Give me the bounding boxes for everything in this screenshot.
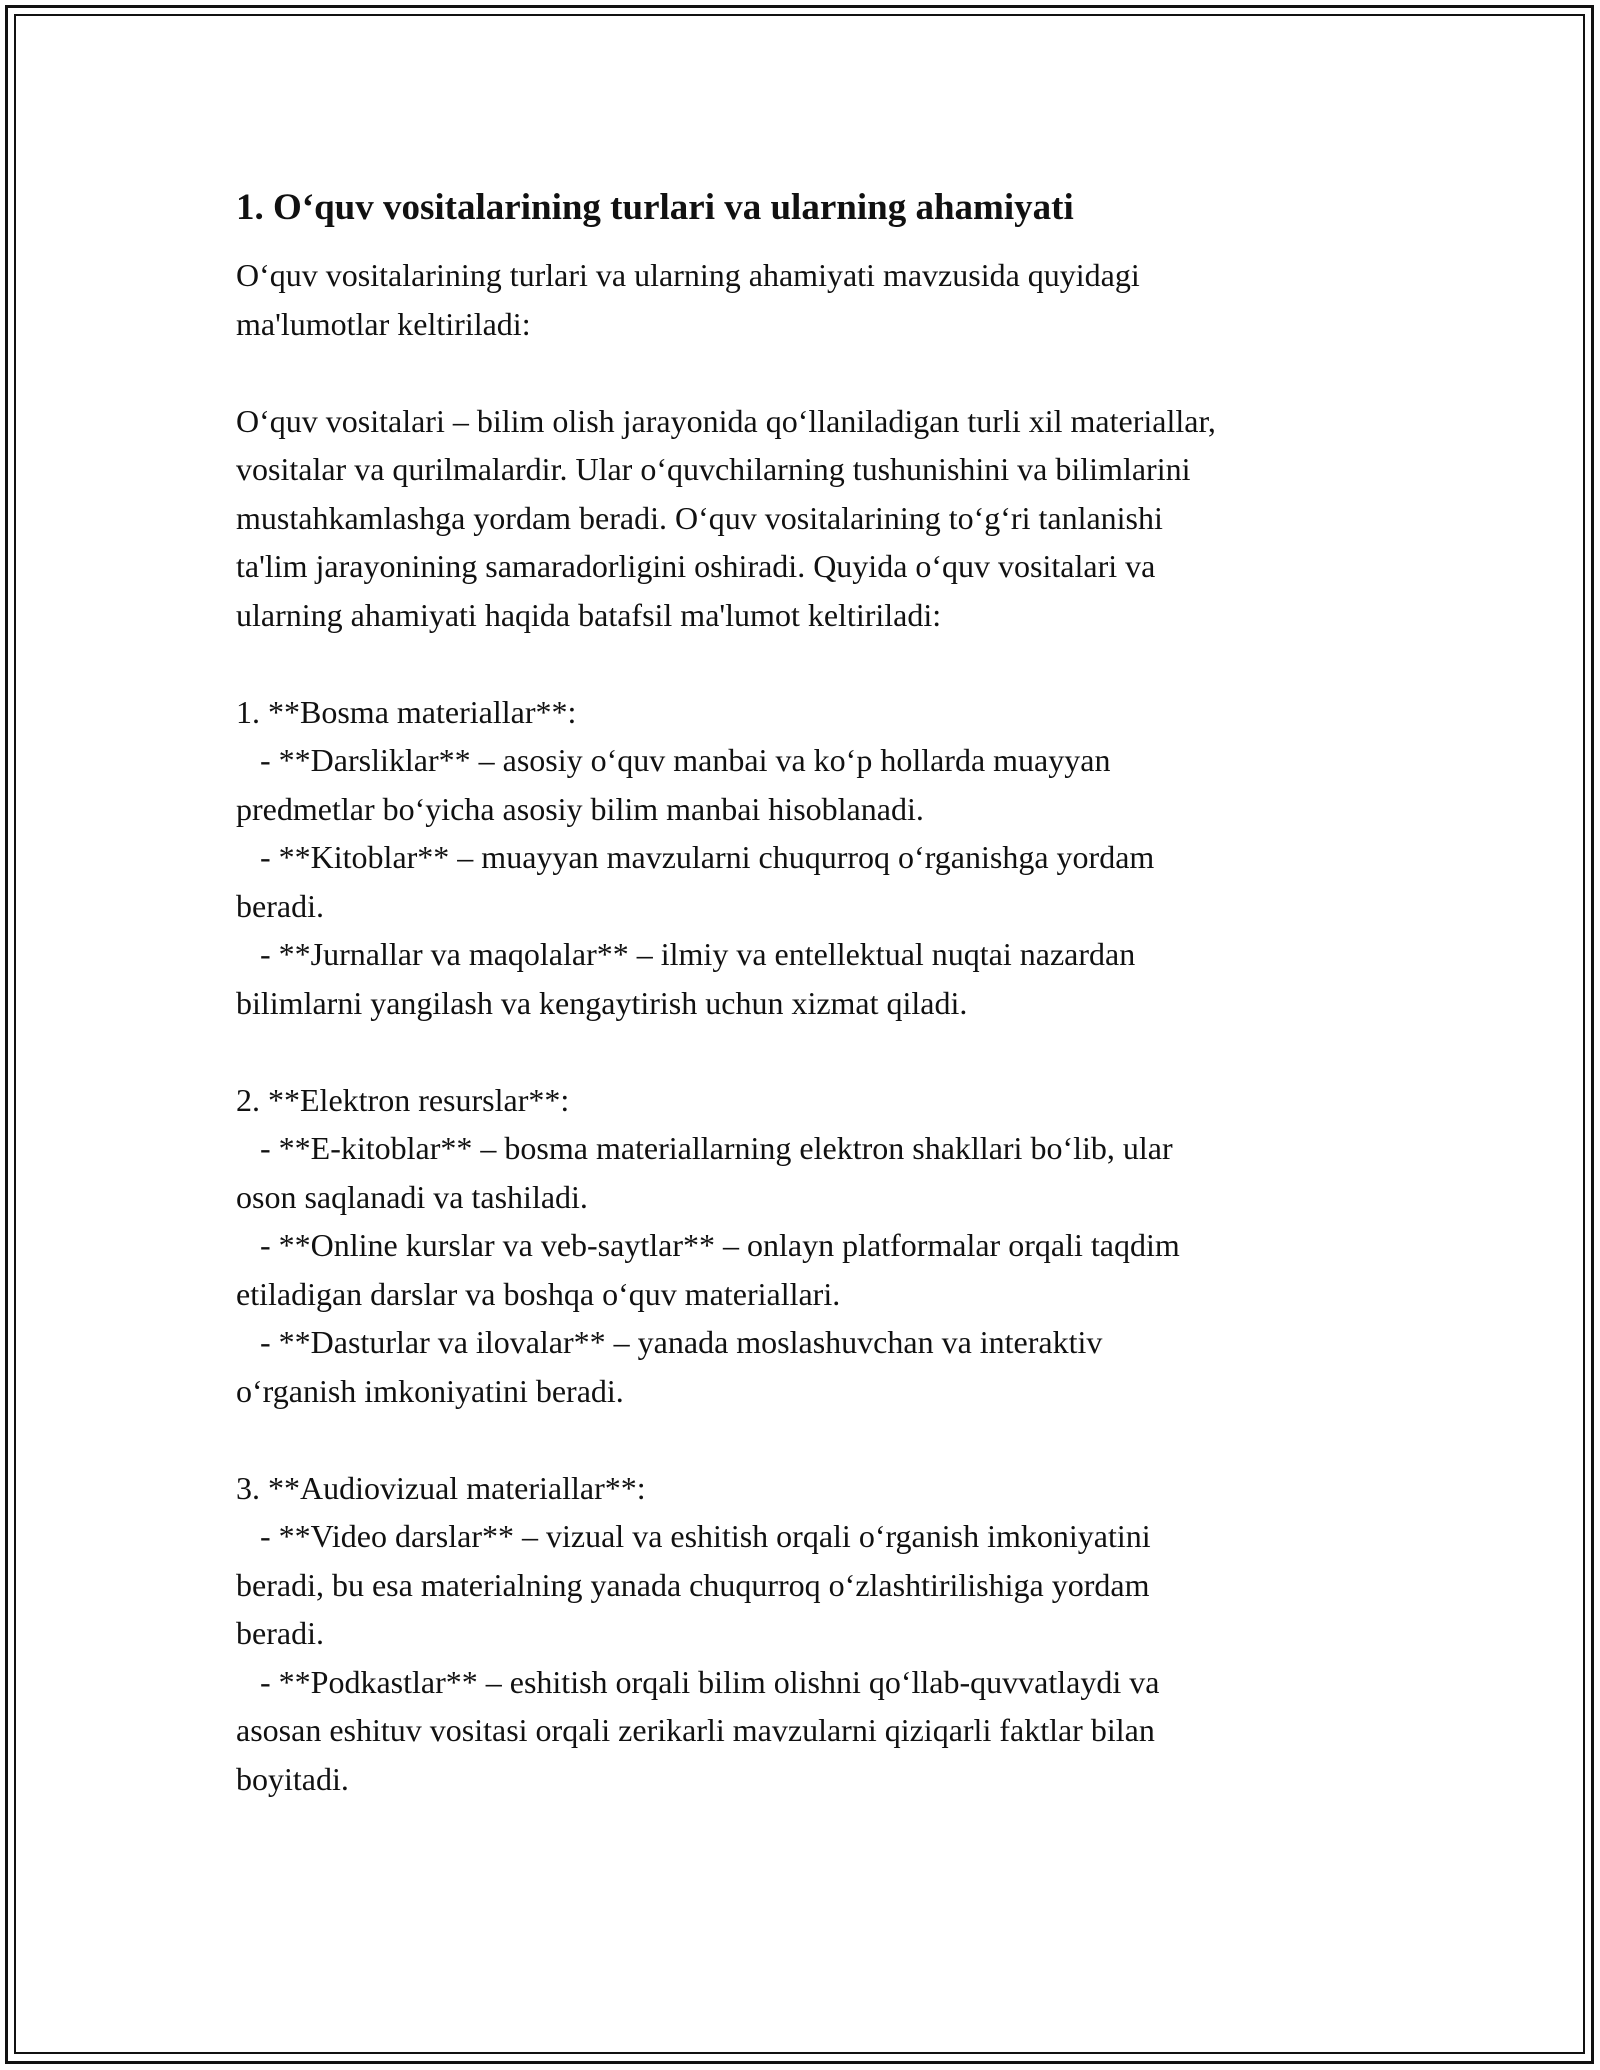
section-bosma-materiallar: [236, 688, 1386, 1028]
section-line: - **Kitoblar** – muayyan mavzularni chuqurroq o‘rganishga yordam: [236, 839, 1155, 875]
section-audiovizual-materiallar: [236, 1464, 1386, 1804]
section-line: boyitadi.: [236, 1760, 349, 1797]
section-line: o‘rganish imkoniyatini beradi.: [236, 1372, 624, 1409]
section-line: beradi.: [236, 887, 324, 924]
section-line: - **Jurnallar va maqolalar** – ilmiy va entellektual nuqtai nazardan: [236, 936, 1136, 972]
section-line: beradi, bu esa materialning yanada chuqurroq o‘zlashtirilishiga yordam: [236, 1566, 1150, 1603]
page-title: 1. O‘quv vositalarining turlari va ularning ahamiyati: [236, 187, 1074, 228]
section-line: oson saqlanadi va tashiladi.: [236, 1178, 588, 1215]
description-paragraph: [236, 397, 1386, 640]
document-body: [236, 185, 1386, 1852]
section-line: - **Video darslar** – vizual va eshitish orqali o‘rganish imkoniyatini: [236, 1518, 1151, 1554]
section-line: etiladigan darslar va boshqa o‘quv materiallari.: [236, 1275, 841, 1312]
section-heading: 1. **Bosma materiallar**:: [236, 693, 577, 730]
paragraph-line: ularning ahamiyati haqida batafsil ma'lumot keltiriladi:: [236, 596, 942, 633]
intro-paragraph: [236, 251, 1386, 348]
intro-line: ma'lumotlar keltiriladi:: [236, 305, 531, 342]
section-line: - **Podkastlar** – eshitish orqali bilim olishni qo‘llab-quvvatlaydi va: [236, 1663, 1160, 1700]
paragraph-line: O‘quv vositalari – bilim olish jarayonida qo‘llaniladigan turli xil materiallar,: [236, 402, 1216, 439]
section-line: - **Dasturlar va ilovalar** – yanada moslashuvchan va interaktiv: [236, 1324, 1103, 1360]
paragraph-line: ta'lim jarayonining samaradorligini oshiradi. Quyida o‘quv vositalari va: [236, 548, 1156, 584]
intro-line: O‘quv vositalarining turlari va ularning ahamiyati mavzusida quyidagi: [236, 257, 1140, 293]
paragraph-line: mustahkamlashga yordam beradi. O‘quv vositalarining to‘g‘ri tanlanishi: [236, 499, 1163, 536]
section-line: - **E-kitoblar** – bosma materiallarning elektron shakllari bo‘lib, ular: [236, 1130, 1173, 1166]
section-line: asosan eshituv vositasi orqali zerikarli mavzularni qiziqarli faktlar bilan: [236, 1712, 1155, 1748]
section-line: bilimlarni yangilash va kengaytirish uchun xizmat qiladi.: [236, 984, 968, 1021]
paragraph-line: vositalar va qurilmalardir. Ular o‘quvchilarning tushunishini va bilimlarini: [236, 451, 1191, 487]
section-line: - **Online kurslar va veb-saytlar** – onlayn platformalar orqali taqdim: [236, 1227, 1180, 1263]
section-elektron-resurslar: [236, 1076, 1386, 1416]
section-heading: 2. **Elektron resurslar**:: [236, 1081, 570, 1118]
section-line: - **Darsliklar** – asosiy o‘quv manbai va ko‘p hollarda muayyan: [236, 742, 1111, 778]
section-line: predmetlar bo‘yicha asosiy bilim manbai hisoblanadi.: [236, 790, 924, 827]
section-line: beradi.: [236, 1615, 324, 1651]
section-heading: 3. **Audiovizual materiallar**:: [236, 1469, 646, 1506]
